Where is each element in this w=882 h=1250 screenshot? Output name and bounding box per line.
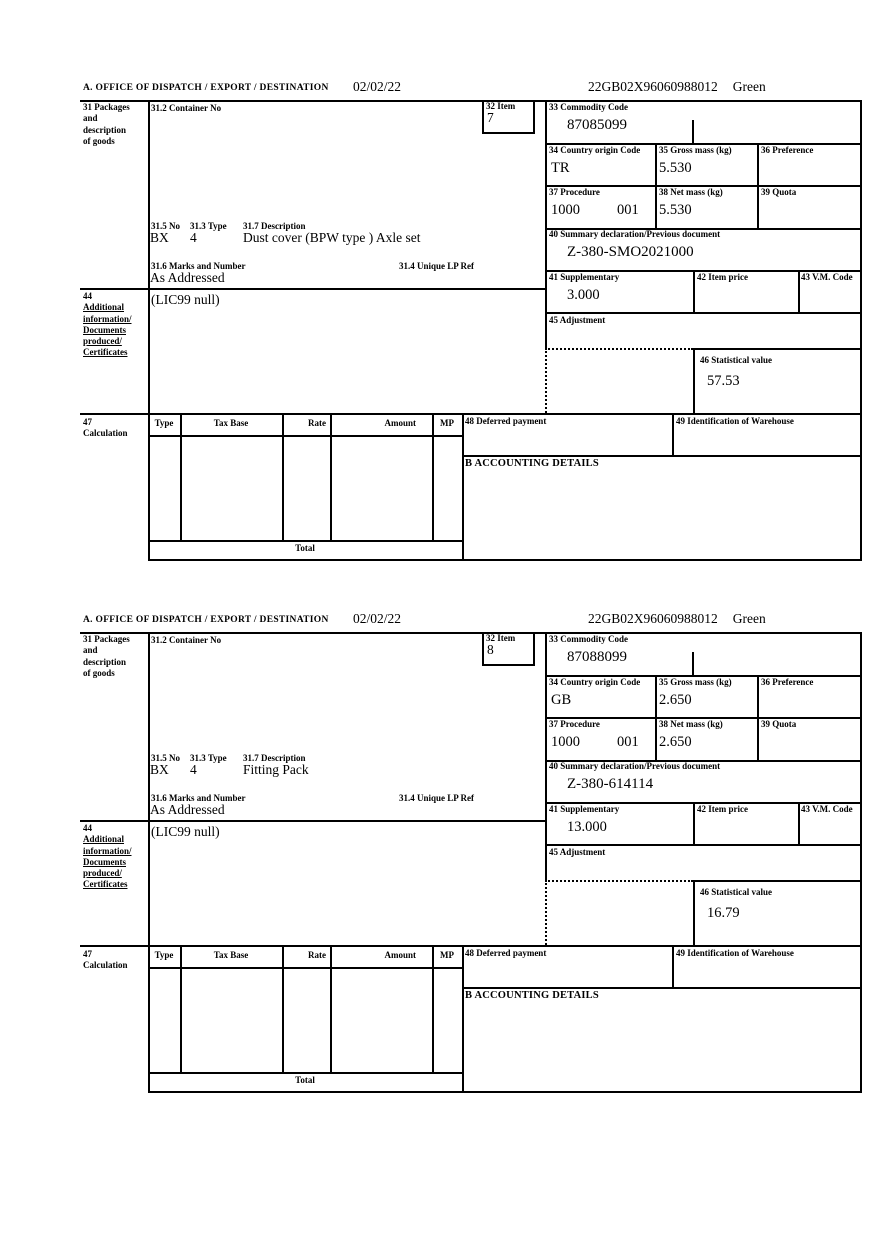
commodity-code-value: 87088099 (567, 649, 627, 665)
form-rule-calc-right (462, 945, 464, 1091)
country-origin-value: GB (551, 692, 572, 708)
form-rule-box32-bottom (482, 132, 535, 134)
calc-header-amount: Amount (384, 950, 416, 960)
form-rule-col34-35 (655, 675, 657, 760)
box47-label (83, 949, 128, 972)
box35-label: 35 Gross mass (kg) (659, 677, 732, 687)
box46-label: 46 Statistical value (700, 887, 772, 897)
calc-total-label: Total (295, 543, 315, 553)
box44-label-line: 44 (83, 291, 92, 301)
form-rule-calc-body-bottom (148, 1072, 462, 1074)
box43-label: 43 V.M. Code (801, 804, 853, 814)
item-block-1 (0, 80, 882, 580)
form-rule-calc-right (462, 413, 464, 559)
calc-header-type: Type (154, 418, 174, 428)
form-rule-calc-col2 (282, 945, 284, 1072)
accounting-details-label: B ACCOUNTING DETAILS (465, 458, 599, 469)
box34-label: 34 Country origin Code (549, 145, 641, 155)
form-rule-box47-top (80, 413, 862, 415)
calc-header-mp: MP (440, 418, 454, 428)
form-rule-row41-bottom (545, 312, 862, 314)
accounting-details-label: B ACCOUNTING DETAILS (465, 990, 599, 1001)
package-type-value: 4 (190, 230, 197, 245)
package-type-value: 4 (190, 762, 197, 777)
box31-label (83, 634, 130, 679)
form-rule-dotted-left (545, 348, 547, 413)
box31-label-line: and (83, 645, 98, 656)
box31-4-label: 31.4 Unique LP Ref (399, 793, 475, 803)
form-rule-commodity-tick (692, 120, 694, 143)
box31-label-line: of goods (83, 667, 115, 678)
box31-label (83, 102, 130, 147)
box31-7-label: 31.7 Description (243, 221, 306, 231)
box31-5-label: 31.5 No (151, 221, 180, 231)
box44-label-line: Certificates (83, 347, 128, 358)
box48-label: 48 Deferred payment (465, 416, 547, 426)
item-number-value: 8 (487, 642, 494, 657)
form-rule-box32-left (482, 100, 484, 132)
box37-label: 37 Procedure (549, 187, 600, 197)
form-rule-dotted-left (545, 880, 547, 945)
form-rule-row48-bottom (462, 987, 862, 989)
procedure-value: 1000 (551, 734, 580, 750)
item-block-2 (0, 612, 882, 1112)
form-rule-box32-right (533, 100, 535, 132)
box47-label-line: Calculation (83, 960, 128, 971)
statistical-value: 57.53 (707, 373, 740, 389)
box36-label: 36 Preference (761, 145, 814, 155)
calc-header-tax-base: Tax Base (213, 418, 249, 428)
box31-label-line: description (83, 124, 127, 135)
box49-label: 49 Identification of Warehouse (676, 416, 794, 426)
box45-label: 45 Adjustment (549, 315, 606, 325)
additional-information-value: (LIC99 null) (151, 292, 220, 307)
net-mass-value: 5.530 (659, 202, 692, 218)
net-mass-value: 2.650 (659, 734, 692, 750)
form-rule-row48-bottom (462, 455, 862, 457)
box31-2-label: 31.2 Container No (151, 635, 222, 645)
mrn-line (588, 80, 766, 95)
procedure-extra-value: 001 (617, 734, 639, 750)
form-rule-calc-col4 (432, 413, 434, 540)
procedure-extra-value: 001 (617, 202, 639, 218)
form-rule-box46-top (693, 880, 862, 882)
box44-label (83, 823, 132, 891)
box44-label-line: information/ (83, 313, 132, 324)
box34-label: 34 Country origin Code (549, 677, 641, 687)
form-rule-calc-col2 (282, 413, 284, 540)
item-number-value: 7 (487, 110, 494, 125)
box47-label-line: Calculation (83, 428, 128, 439)
gross-mass-value: 5.530 (659, 160, 692, 176)
routing-status: Green (732, 611, 766, 626)
form-rule-left-col (148, 632, 150, 1091)
box44-label-line: Certificates (83, 879, 128, 890)
form-rule-box32-left (482, 632, 484, 664)
form-rule-calc-header-bottom (148, 435, 462, 437)
box31-3-label: 31.3 Type (190, 753, 227, 763)
box31-3-label: 31.3 Type (190, 221, 227, 231)
box46-label: 46 Statistical value (700, 355, 772, 365)
box44-label-line: 44 (83, 823, 92, 833)
marks-and-number-value: As Addressed (150, 802, 225, 817)
calc-header-amount: Amount (384, 418, 416, 428)
box39-label: 39 Quota (761, 187, 797, 197)
box31-label-line: description (83, 656, 127, 667)
box41-label: 41 Supplementary (549, 804, 620, 814)
mrn-line (588, 612, 766, 627)
box44-label-line: produced/ (83, 336, 122, 347)
box38-label: 38 Net mass (kg) (659, 187, 723, 197)
box44-label-line: produced/ (83, 868, 122, 879)
form-rule-calc-header-bottom (148, 967, 462, 969)
form-rule-col34-35 (655, 143, 657, 228)
calc-header-rate: Rate (308, 418, 326, 428)
office-of-dispatch-label: A. OFFICE OF DISPATCH / EXPORT / DESTINATION (83, 615, 329, 625)
box38-label: 38 Net mass (kg) (659, 719, 723, 729)
box42-label: 42 Item price (697, 272, 748, 282)
form-rule-left-col (148, 100, 150, 559)
form-rule-bottom (148, 1091, 862, 1093)
form-rule-box32-bottom (482, 664, 535, 666)
form-rule-row41-bottom (545, 844, 862, 846)
country-origin-value: TR (551, 160, 570, 176)
form-rule-calc-col3 (330, 413, 332, 540)
box49-label: 49 Identification of Warehouse (676, 948, 794, 958)
box36-label: 36 Preference (761, 677, 814, 687)
mrn-value: 22GB02X96060988012 (588, 611, 718, 626)
form-rule-calc-col4 (432, 945, 434, 1072)
form-rule-calc-col1 (180, 945, 182, 1072)
form-rule-col48-49 (672, 945, 674, 987)
box47-label (83, 417, 128, 440)
declaration-date: 02/02/22 (353, 79, 402, 94)
form-rule-bottom (148, 559, 862, 561)
box45-label: 45 Adjustment (549, 847, 606, 857)
form-rule-col42-43 (798, 270, 800, 312)
calc-total-label: Total (295, 1075, 315, 1085)
box31-label-line: and (83, 113, 98, 124)
box40-label: 40 Summary declaration/Previous document (549, 761, 721, 771)
box44-label-line: Documents (83, 324, 126, 335)
box47-label-line: 47 (83, 949, 92, 959)
mrn-value: 22GB02X96060988012 (588, 79, 718, 94)
form-rule-col42-43 (798, 802, 800, 844)
box43-label: 43 V.M. Code (801, 272, 853, 282)
box31-7-label: 31.7 Description (243, 753, 306, 763)
form-rule-top (80, 632, 862, 634)
box31-label-line: 31 Packages (83, 102, 130, 112)
box48-label: 48 Deferred payment (465, 948, 547, 958)
summary-declaration-value: Z-380-614114 (567, 776, 654, 792)
form-rule-top (80, 100, 862, 102)
procedure-value: 1000 (551, 202, 580, 218)
form-rule-right-border (860, 632, 862, 1091)
form-rule-col48-49 (672, 413, 674, 455)
calc-header-rate: Rate (308, 950, 326, 960)
box41-label: 41 Supplementary (549, 272, 620, 282)
box31-label-line: of goods (83, 135, 115, 146)
form-rule-box46-left (693, 880, 695, 945)
form-rule-calc-col1 (180, 413, 182, 540)
goods-description-value: Dust cover (BPW type ) Axle set (243, 230, 421, 245)
box31-4-label: 31.4 Unique LP Ref (399, 261, 475, 271)
box44-label (83, 291, 132, 359)
commodity-code-value: 87085099 (567, 117, 627, 133)
form-rule-box46-top (693, 348, 862, 350)
form-rule-right-col-left (545, 632, 547, 880)
calc-header-mp: MP (440, 950, 454, 960)
form-rule-col35-36 (757, 675, 759, 760)
box31-6-label: 31.6 Marks and Number (151, 261, 246, 271)
summary-declaration-value: Z-380-SMO2021000 (567, 244, 694, 260)
form-rule-right-border (860, 100, 862, 559)
form-rule-col41-42 (693, 802, 695, 844)
box33-label: 33 Commodity Code (549, 102, 628, 112)
box31-label-line: 31 Packages (83, 634, 130, 644)
office-of-dispatch-label: A. OFFICE OF DISPATCH / EXPORT / DESTINATION (83, 83, 329, 93)
form-rule-box46-left (693, 348, 695, 413)
box44-label-line: information/ (83, 845, 132, 856)
box40-label: 40 Summary declaration/Previous document (549, 229, 721, 239)
box35-label: 35 Gross mass (kg) (659, 145, 732, 155)
form-rule-col35-36 (757, 143, 759, 228)
box44-label-line: Documents (83, 856, 126, 867)
calc-header-type: Type (154, 950, 174, 960)
routing-status: Green (732, 79, 766, 94)
form-rule-box45-dotted (545, 880, 693, 882)
form-rule-box32-right (533, 632, 535, 664)
box33-label: 33 Commodity Code (549, 634, 628, 644)
box37-label: 37 Procedure (549, 719, 600, 729)
form-rule-calc-body-bottom (148, 540, 462, 542)
form-rule-calc-col3 (330, 945, 332, 1072)
declaration-date: 02/02/22 (353, 611, 402, 626)
box44-label-line: Additional (83, 302, 125, 313)
box31-6-label: 31.6 Marks and Number (151, 793, 246, 803)
gross-mass-value: 2.650 (659, 692, 692, 708)
package-kind-value: BX (150, 230, 169, 245)
form-rule-box47-top (80, 945, 862, 947)
supplementary-value: 3.000 (567, 287, 600, 303)
box31-5-label: 31.5 No (151, 753, 180, 763)
form-rule-col41-42 (693, 270, 695, 312)
additional-information-value: (LIC99 null) (151, 824, 220, 839)
box32-label: 32 Item (486, 101, 516, 111)
box44-label-line: Additional (83, 834, 125, 845)
box47-label-line: 47 (83, 417, 92, 427)
marks-and-number-value: As Addressed (150, 270, 225, 285)
form-rule-right-col-left (545, 100, 547, 348)
box32-label: 32 Item (486, 633, 516, 643)
goods-description-value: Fitting Pack (243, 762, 309, 777)
package-kind-value: BX (150, 762, 169, 777)
form-rule-box45-dotted (545, 348, 693, 350)
box42-label: 42 Item price (697, 804, 748, 814)
box39-label: 39 Quota (761, 719, 797, 729)
form-rule-commodity-tick (692, 652, 694, 675)
box31-2-label: 31.2 Container No (151, 103, 222, 113)
calc-header-tax-base: Tax Base (213, 950, 249, 960)
statistical-value: 16.79 (707, 905, 740, 921)
supplementary-value: 13.000 (567, 819, 607, 835)
